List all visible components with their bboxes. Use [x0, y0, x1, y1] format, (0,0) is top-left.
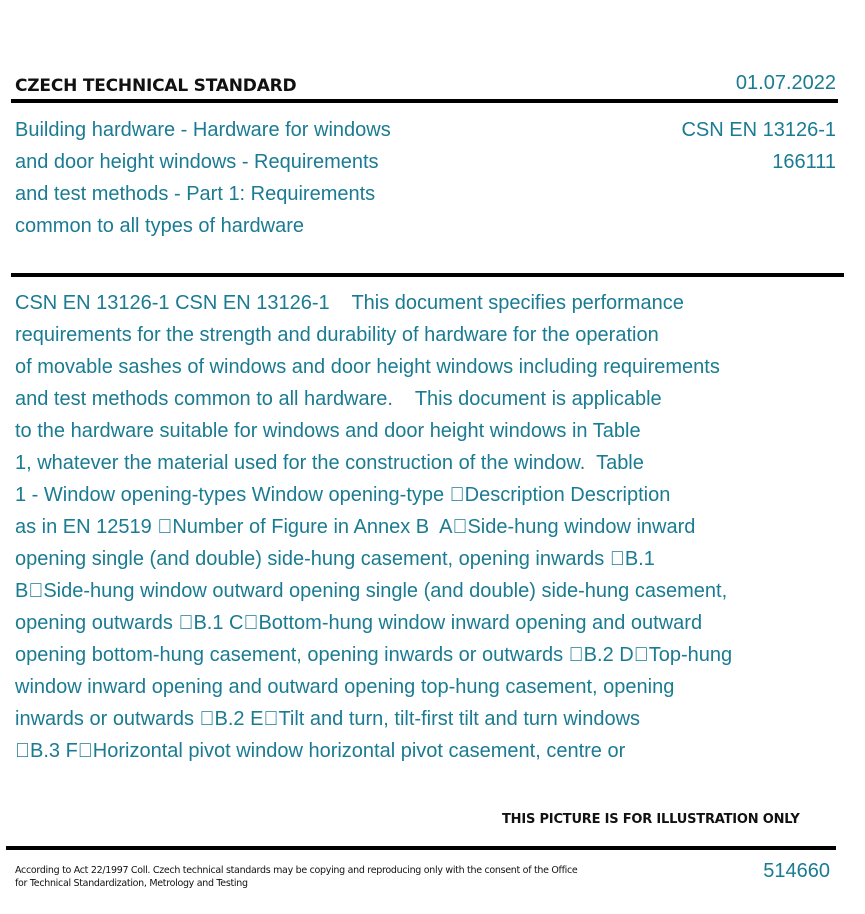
abstract-line: requirements for the strength and durability of hardware for the operation	[15, 324, 659, 346]
title-line: and test methods - Part 1: Requirements	[15, 183, 376, 205]
abstract-line: B Side-hung window outward opening single (and double) side-hung casement,	[15, 580, 718, 602]
abstract-line: as in EN 12519 Number of Figure in Annex B A Side-hung window inward	[15, 516, 676, 538]
copyright-line: According to Act 22/1997 Coll. Czech technical standards may be copying and reproducing only with the consent of the Office	[15, 865, 578, 876]
abstract-line: to the hardware suitable for windows and door height windows in Table	[15, 420, 641, 442]
copyright-notice	[15, 864, 615, 890]
illustration-disclaimer: THIS PICTURE IS FOR ILLUSTRATION ONLY	[502, 812, 800, 827]
footer-divider	[6, 846, 836, 850]
copyright-line: for Technical Standardization, Metrology and Testing	[15, 878, 248, 889]
abstract-line: CSN EN 13126-1 CSN EN 13126-1 This document specifies performance	[15, 292, 684, 314]
title-line: Building hardware - Hardware for windows	[15, 119, 391, 141]
title-line: common to all types of hardware	[15, 215, 305, 237]
abstract-line: window inward opening and outward opening top-hung casement, opening	[15, 676, 675, 698]
standard-identifier	[681, 114, 836, 178]
title-line: and door height windows - Requirements	[15, 151, 379, 173]
abstract-line: 1, whatever the material used for the construction of the window. Table	[15, 452, 644, 474]
classification-code: 166111	[772, 151, 836, 173]
product-code: 514660	[763, 860, 830, 882]
title-divider	[11, 273, 844, 277]
abstract-line: inwards or outwards B.2 E Tilt and turn, tilt-first tilt and turn windows	[15, 708, 621, 730]
publication-date: 01.07.2022	[735, 72, 836, 94]
header-divider	[11, 99, 838, 103]
document-abstract	[15, 287, 815, 767]
abstract-line: opening single (and double) side-hung casement, opening inwards B.1	[15, 548, 646, 570]
document-title	[15, 114, 445, 242]
abstract-line: opening outwards B.1 C Bottom-hung window inward opening and outward	[15, 612, 684, 634]
abstract-line: of movable sashes of windows and door height windows including requirements	[15, 356, 720, 378]
abstract-line: and test methods common to all hardware. This document is applicable	[15, 388, 662, 410]
abstract-line: 1 - Window opening-types Window opening-type Description Description	[15, 484, 661, 506]
abstract-line: B.3 F Horizontal pivot window horizontal pivot casement, centre or	[15, 740, 607, 762]
standard-number: CSN EN 13126-1	[681, 119, 836, 141]
abstract-line: opening bottom-hung casement, opening inwards or outwards B.2 D Top-hung	[15, 644, 713, 666]
standard-type-label: CZECH TECHNICAL STANDARD	[15, 76, 297, 96]
